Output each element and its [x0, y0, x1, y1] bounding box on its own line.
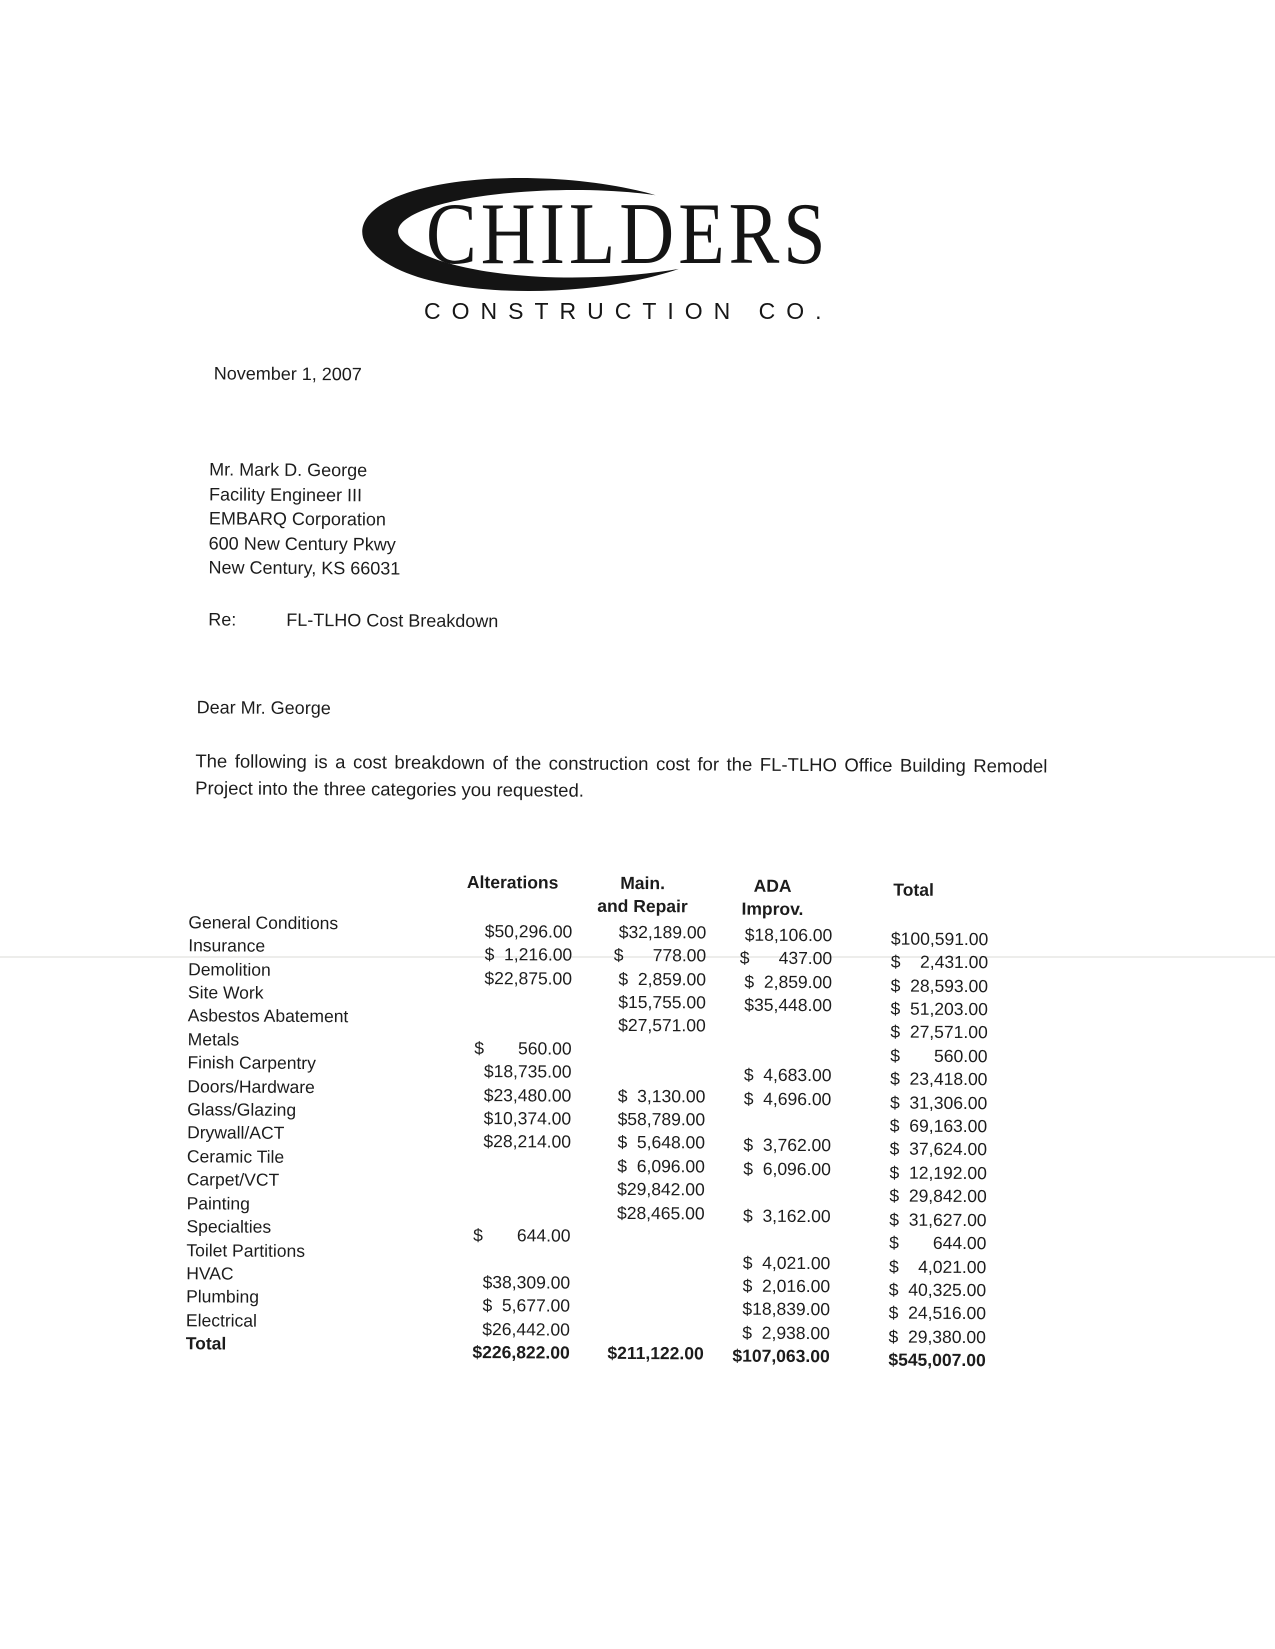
cost-row-label: Specialties — [186, 1216, 272, 1237]
cost-breakdown-table — [185, 869, 989, 1371]
cost-row-label: Insurance — [188, 935, 266, 956]
cost-row-amount: $22,875.00 — [484, 967, 573, 989]
column-header-alterations — [452, 871, 572, 919]
recipient-street: 600 New Century Pkwy — [208, 532, 396, 555]
cost-row-amount: $ 29,380.00 — [888, 1326, 986, 1347]
cost-row-amount: $ 5,648.00 — [617, 1132, 706, 1153]
column-header-line: Total — [893, 879, 934, 900]
header-spacer — [188, 862, 446, 910]
cost-row-amount: $ 4,696.00 — [743, 1088, 832, 1109]
cost-row-amount — [451, 1154, 571, 1178]
cost-row-amount: $ 29,842.00 — [889, 1185, 987, 1207]
cost-row-amount: $ 3,162.00 — [742, 1205, 831, 1226]
cost-row-amount: $ 3,130.00 — [617, 1085, 706, 1107]
cost-row-amount: $ 560.00 — [890, 1045, 988, 1066]
cost-row-label: Glass/Glazing — [187, 1099, 297, 1120]
cost-row-label: Carpet/VCT — [186, 1169, 280, 1191]
cost-row-amount: $ 6,096.00 — [743, 1158, 831, 1180]
cost-row-amount: $ 778.00 — [613, 945, 707, 966]
cost-row-amount: $ 28,593.00 — [890, 975, 989, 996]
cost-row-label: General Conditions — [188, 912, 339, 933]
cost-row-amount: $211,122.00 — [607, 1342, 704, 1364]
cost-row-amount: $ 437.00 — [739, 947, 833, 969]
cost-row-amount: $ 5,677.00 — [482, 1295, 571, 1316]
recipient-city-state-zip: New Century, KS 66031 — [208, 557, 401, 579]
column-header-line: Improv. — [741, 899, 804, 920]
cost-row-amount — [450, 1247, 570, 1271]
cost-row-amount: $ 2,859.00 — [744, 971, 833, 992]
cost-row-amount: $ 2,859.00 — [618, 968, 707, 990]
cost-row-label: Ceramic Tile — [186, 1146, 285, 1167]
re-line — [208, 609, 498, 632]
cost-row-amount — [451, 1201, 571, 1225]
cost-row-amount: $ 23,418.00 — [890, 1068, 988, 1090]
column-header-total — [838, 878, 988, 926]
cost-row-amount — [576, 1295, 704, 1319]
column-header-line: Alterations — [466, 871, 559, 893]
recipient-name: Mr. Mark D. George — [209, 459, 368, 481]
cost-row-amount — [576, 1272, 704, 1296]
cost-row-amount: $ 644.00 — [889, 1232, 987, 1254]
cost-row-amount — [711, 1181, 831, 1205]
cost-row-label: Site Work — [187, 982, 264, 1003]
cost-row-amount: $ 31,306.00 — [889, 1092, 988, 1113]
cost-row-amount: $38,309.00 — [482, 1271, 571, 1293]
cost-row-amount: $545,007.00 — [888, 1349, 986, 1371]
cost-row-amount: $ 4,021.00 — [742, 1252, 831, 1273]
cost-row-amount: $58,789.00 — [617, 1108, 706, 1130]
recipient-title: Facility Engineer III — [208, 483, 363, 505]
cost-row-amount: $ 2,016.00 — [742, 1275, 831, 1297]
letter-date: November 1, 2007 — [213, 363, 362, 385]
cost-row-amount: $ 2,431.00 — [890, 951, 989, 973]
cost-row-label: Painting — [186, 1192, 250, 1214]
company-subtitle: CONSTRUCTION CO. — [424, 298, 833, 324]
cost-row-amount: $ 69,163.00 — [889, 1115, 988, 1137]
cost-row-amount: $ 12,192.00 — [889, 1162, 987, 1184]
cost-row-amount: $18,839.00 — [742, 1298, 831, 1320]
cost-row-label: Toilet Partitions — [186, 1239, 306, 1261]
cost-row-amount: $ 4,021.00 — [888, 1256, 987, 1277]
cost-row-amount: $32,189.00 — [618, 921, 707, 943]
cost-row-amount: $ 1,216.00 — [484, 944, 573, 965]
cost-row-label: Doors/Hardware — [187, 1075, 315, 1097]
cost-table-body — [185, 912, 989, 1371]
cost-row-amount: $26,442.00 — [482, 1318, 570, 1340]
cost-row-amount: $ 560.00 — [474, 1037, 572, 1059]
cost-row-label: Total — [185, 1333, 227, 1354]
cost-row-amount: $27,571.00 — [618, 1015, 706, 1036]
cost-row-amount: $ 27,571.00 — [890, 1021, 988, 1043]
cost-row-amount: $ 644.00 — [473, 1225, 571, 1246]
cost-row-amount: $107,063.00 — [732, 1345, 830, 1367]
cost-row-amount: $29,842.00 — [617, 1179, 705, 1200]
cost-row-amount — [578, 1037, 706, 1061]
cost-row-amount: $ 40,325.00 — [888, 1279, 987, 1301]
cost-row-label: Drywall/ACT — [187, 1122, 285, 1144]
cost-row-amount: $100,591.00 — [890, 928, 989, 949]
cost-row-amount — [576, 1318, 704, 1342]
company-name: CHILDERS — [426, 185, 830, 283]
cost-row-amount — [712, 1017, 832, 1041]
cost-row-amount: $50,296.00 — [484, 920, 573, 942]
salutation: Dear Mr. George — [196, 697, 331, 719]
cost-row-amount — [711, 1111, 831, 1135]
cost-row-amount — [577, 1061, 705, 1085]
cost-row-label: HVAC — [186, 1263, 234, 1284]
cost-row-amount: $28,214.00 — [483, 1131, 572, 1153]
cost-row-amount: $ 24,516.00 — [888, 1302, 987, 1324]
cost-row-amount: $ 6,096.00 — [617, 1155, 705, 1177]
cost-row-label: Demolition — [188, 958, 271, 980]
cost-row-amount: $18,735.00 — [483, 1061, 572, 1082]
cost-row-amount — [452, 1013, 572, 1037]
column-header-main-and-repair — [578, 872, 706, 920]
cost-row-label: Plumbing — [186, 1286, 260, 1308]
cost-row-amount: $ 4,683.00 — [743, 1064, 832, 1086]
cost-row-amount: $18,106.00 — [744, 924, 833, 946]
cost-row-amount — [710, 1228, 830, 1252]
cost-row-amount — [452, 990, 572, 1014]
cost-row-amount: $ 2,938.00 — [742, 1322, 830, 1343]
cost-row-label: Asbestos Abatement — [187, 1005, 349, 1027]
cost-row-amount — [576, 1225, 704, 1249]
cost-row-amount: $28,465.00 — [616, 1202, 705, 1224]
cost-row-amount: $ 37,624.00 — [889, 1139, 988, 1160]
cost-row-label: Finish Carpentry — [187, 1052, 316, 1074]
cost-row-label: Metals — [187, 1029, 240, 1050]
cost-row-amount — [576, 1248, 704, 1272]
cost-row-amount: $226,822.00 — [472, 1342, 570, 1363]
cost-row-amount: $ 51,203.00 — [890, 998, 988, 1020]
recipient-company: EMBARQ Corporation — [208, 508, 386, 530]
re-label: Re: — [208, 609, 237, 630]
column-header-line: and Repair — [597, 896, 688, 917]
cost-row-amount: $35,448.00 — [744, 994, 832, 1016]
cost-row-amount: $ 3,762.00 — [743, 1135, 832, 1156]
re-subject: FL-TLHO Cost Breakdown — [286, 609, 499, 632]
cost-row-amount: $10,374.00 — [483, 1108, 572, 1129]
letter-body-paragraph: The following is a cost breakdown of the construction cost for the FL-TLHO Office Building Remodel Project into the three categories you requested. — [195, 750, 1048, 801]
cost-row-amount — [451, 1177, 571, 1201]
column-header-line: ADA — [753, 875, 792, 896]
cost-row-amount: $15,755.00 — [618, 991, 706, 1013]
cost-row-label: Electrical — [185, 1309, 258, 1331]
column-header-line: Main. — [620, 872, 666, 894]
cost-row-amount: $ 31,627.00 — [889, 1209, 987, 1230]
cost-row-amount: $23,480.00 — [483, 1084, 572, 1106]
recipient-address-block — [208, 457, 401, 581]
column-header-ada-improv — [712, 874, 832, 922]
cost-row-amount — [712, 1040, 832, 1064]
